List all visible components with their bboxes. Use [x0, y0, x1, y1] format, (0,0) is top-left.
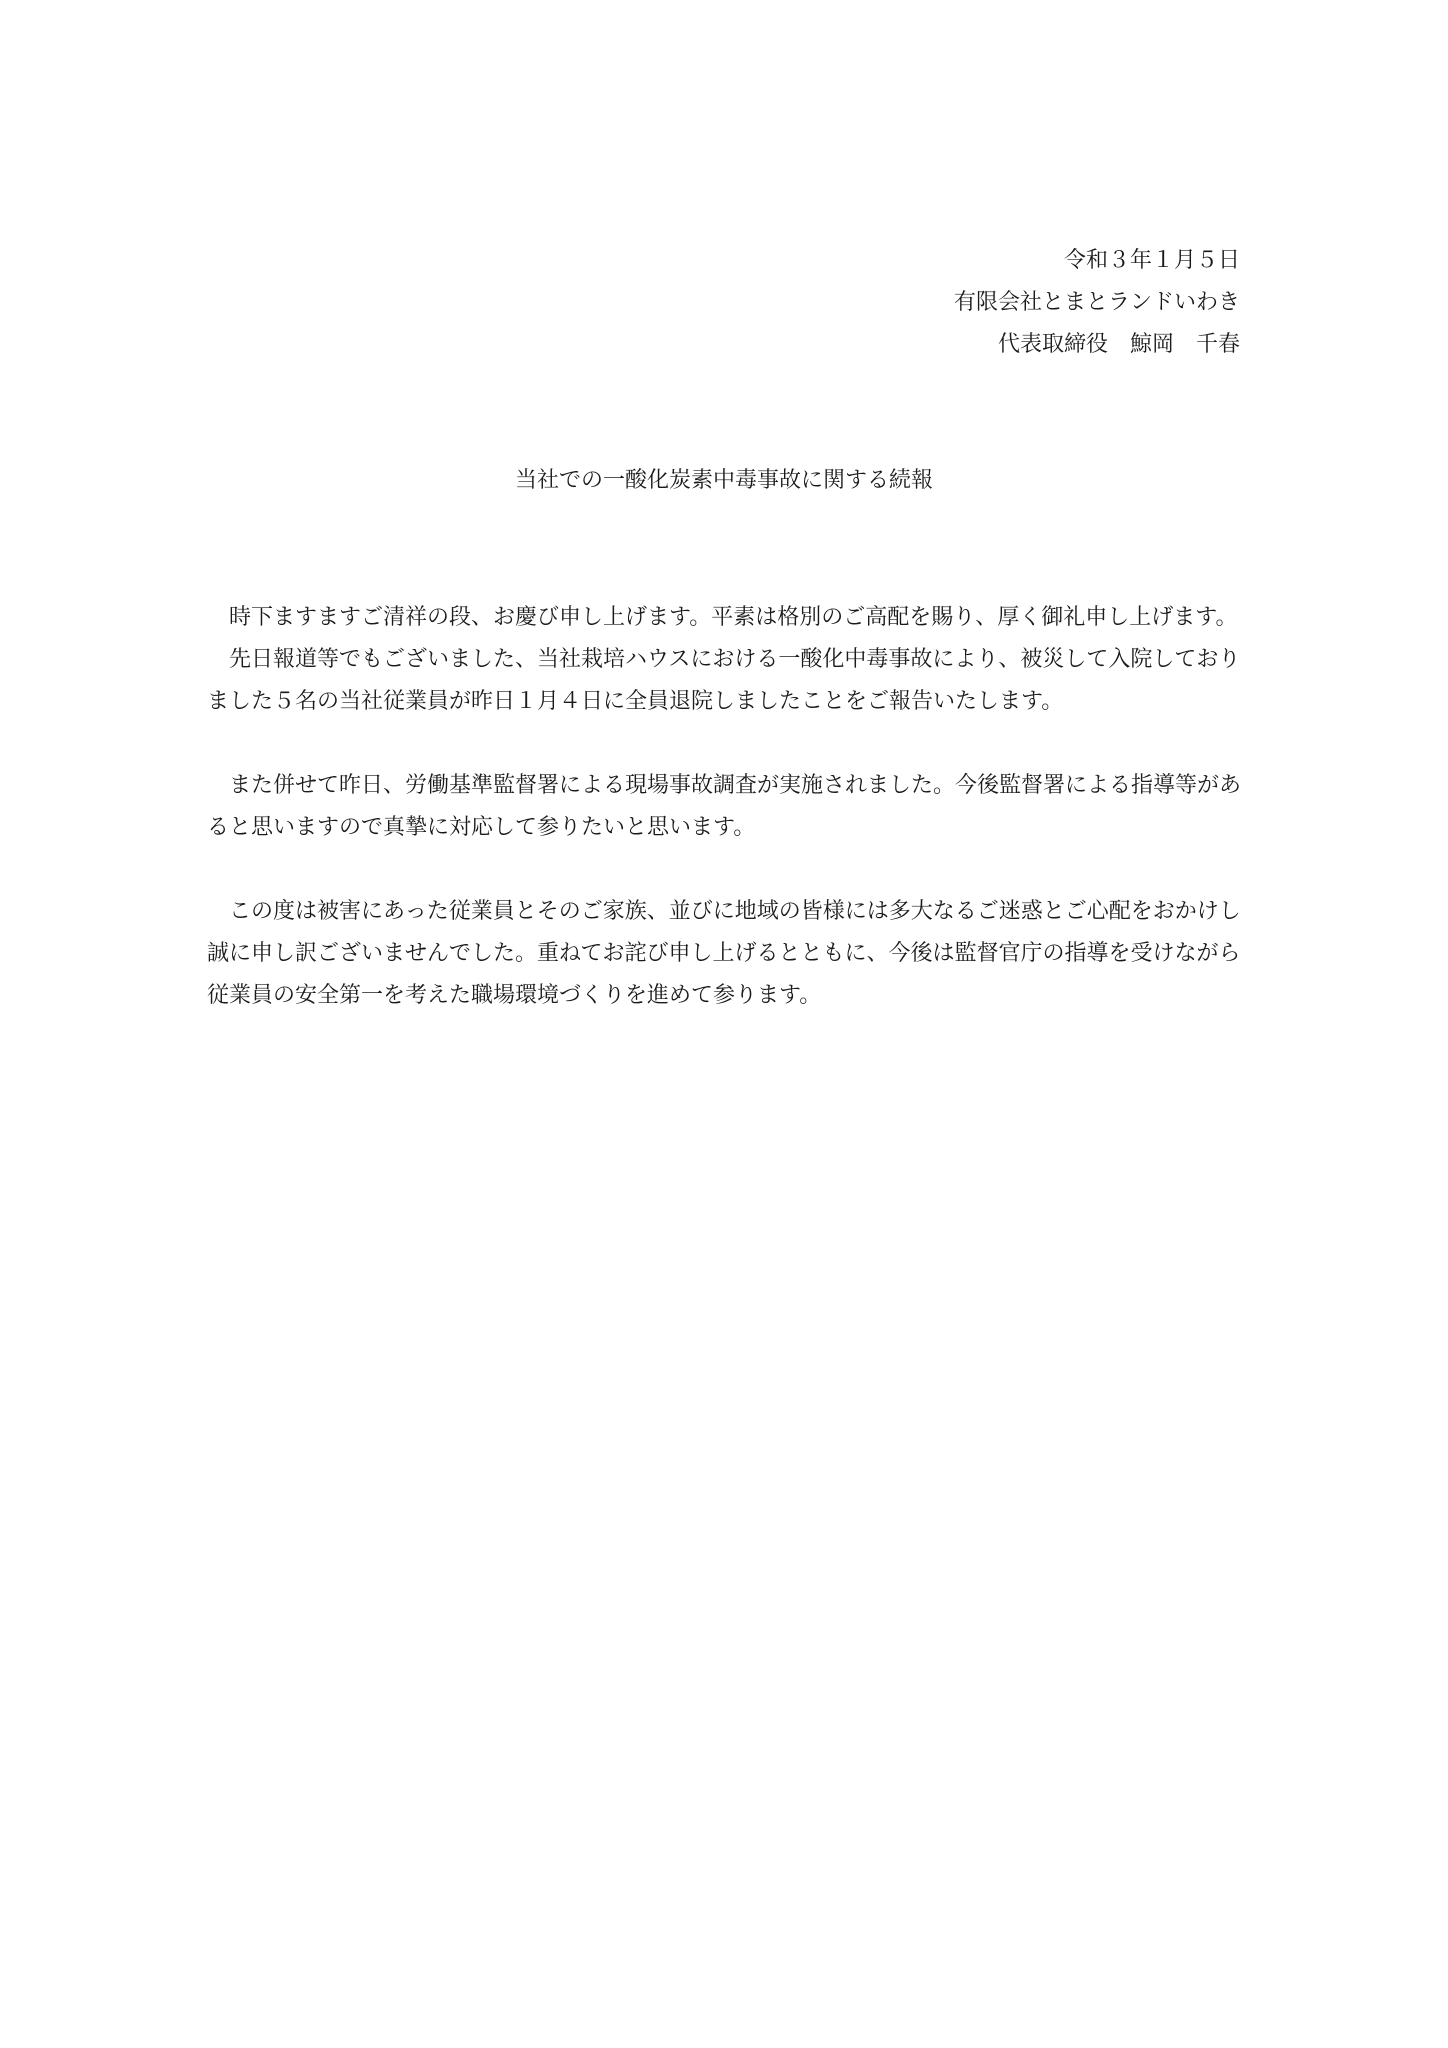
letter-date: 令和３年１月５日	[1063, 248, 1240, 273]
company-name: 有限会社とまとランドいわき	[953, 290, 1240, 315]
letter-header	[640, 240, 1240, 366]
representative-name: 代表取締役 鯨岡 千春	[997, 332, 1240, 357]
paragraph-inspection: また併せて昨日、労働基準監督署による現場事故調査が実施されました。今後監督署による指導等があると思いますので真摯に対応して参りたいと思います。	[207, 773, 1242, 840]
letter-body	[207, 597, 1243, 1017]
document-title: 当社での一酸化炭素中毒事故に関する続報	[514, 468, 933, 493]
paragraph-discharge-report: 先日報道等でもございました、当社栽培ハウスにおける一酸化中毒事故により、被災して入院しておりました５名の当社従業員が昨日１月４日に全員退院しましたことをご報告いたします。	[207, 647, 1241, 714]
paragraph-apology: この度は被害にあった従業員とそのご家族、並びに地域の皆様には多大なるご迷惑とご心配をおかけし誠に申し訳ございませんでした。重ねてお詫び申し上げるとともに、今後は監督官庁の指導を受けながら従業員の安全第一を考えた職場環境づくりを進めて参ります。	[207, 899, 1241, 1008]
paragraph-greeting: 時下ますますご清祥の段、お慶び申し上げます。平素は格別のご高配を賜り、厚く御礼申し上げます。	[229, 605, 1238, 630]
